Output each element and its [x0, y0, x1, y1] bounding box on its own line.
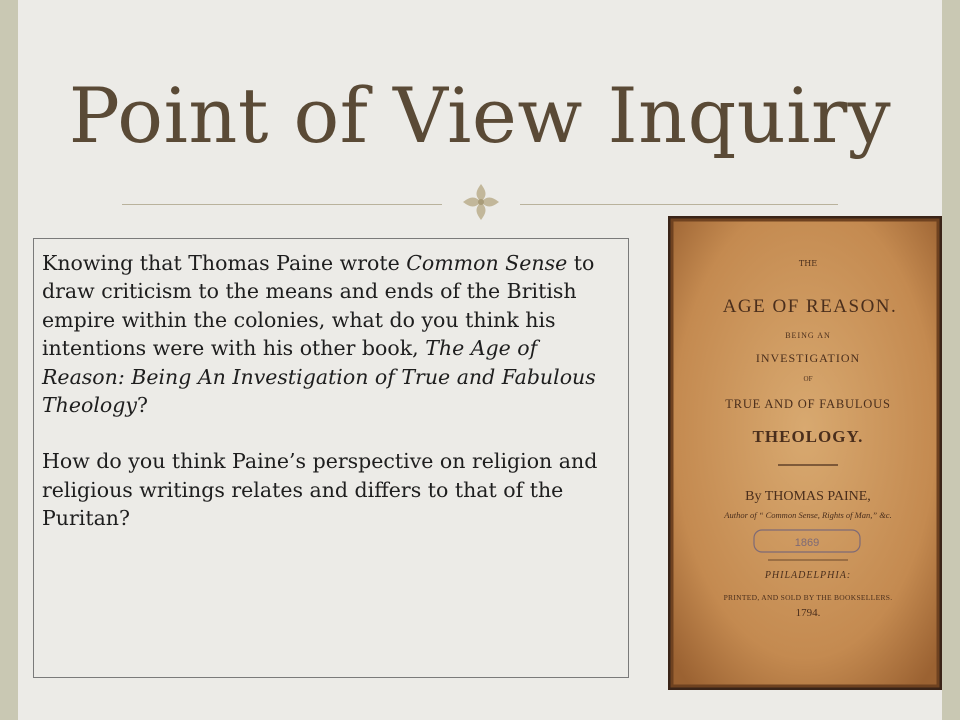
- book-title-common-sense: Common Sense: [406, 251, 568, 275]
- question-mark: ?: [136, 393, 148, 418]
- cover-author-credits: Author of “ Common Sense, Rights of Man,” &c.: [724, 510, 892, 520]
- cover-true-and-fabulous: TRUE AND OF FABULOUS: [725, 397, 891, 411]
- book-cover-image: [668, 216, 942, 690]
- question-paragraph-1: [42, 249, 620, 419]
- cover-theology: THEOLOGY.: [752, 427, 864, 446]
- question-paragraph-2: How do you think Paine’s perspective on religion and religious writings relates and differs to that of the Puritan?: [42, 449, 598, 531]
- question-text: Knowing that Thomas Paine wrote: [42, 251, 407, 275]
- cover-being-an: BEING AN: [785, 331, 831, 340]
- cover-author: By THOMAS PAINE,: [745, 489, 871, 504]
- cover-place: PHILADELPHIA:: [764, 570, 852, 581]
- cover-of: OF: [803, 375, 813, 383]
- question-text-box: [33, 238, 629, 678]
- cover-title: AGE OF REASON.: [722, 296, 898, 317]
- divider-left: [122, 204, 442, 205]
- cover-year: 1794.: [795, 607, 821, 619]
- cover-investigation: INVESTIGATION: [755, 351, 861, 365]
- book-title-age-of-reason: The Age of Reason: Being An Investigation of True and Fabulous Theology: [42, 336, 596, 418]
- stamp-text: 1869: [794, 537, 820, 549]
- divider-right: [520, 204, 838, 205]
- slide-title: Point of View Inquiry: [68, 71, 892, 160]
- decorative-flourish-icon: [461, 182, 501, 222]
- cover-printer: PRINTED, AND SOLD BY THE BOOKSELLERS.: [723, 593, 893, 602]
- question-text: to draw criticism to the means and ends of the British empire within the colonies, what do you think his intentions were with his other book,: [42, 251, 595, 361]
- cover-line-the: THE: [798, 259, 818, 268]
